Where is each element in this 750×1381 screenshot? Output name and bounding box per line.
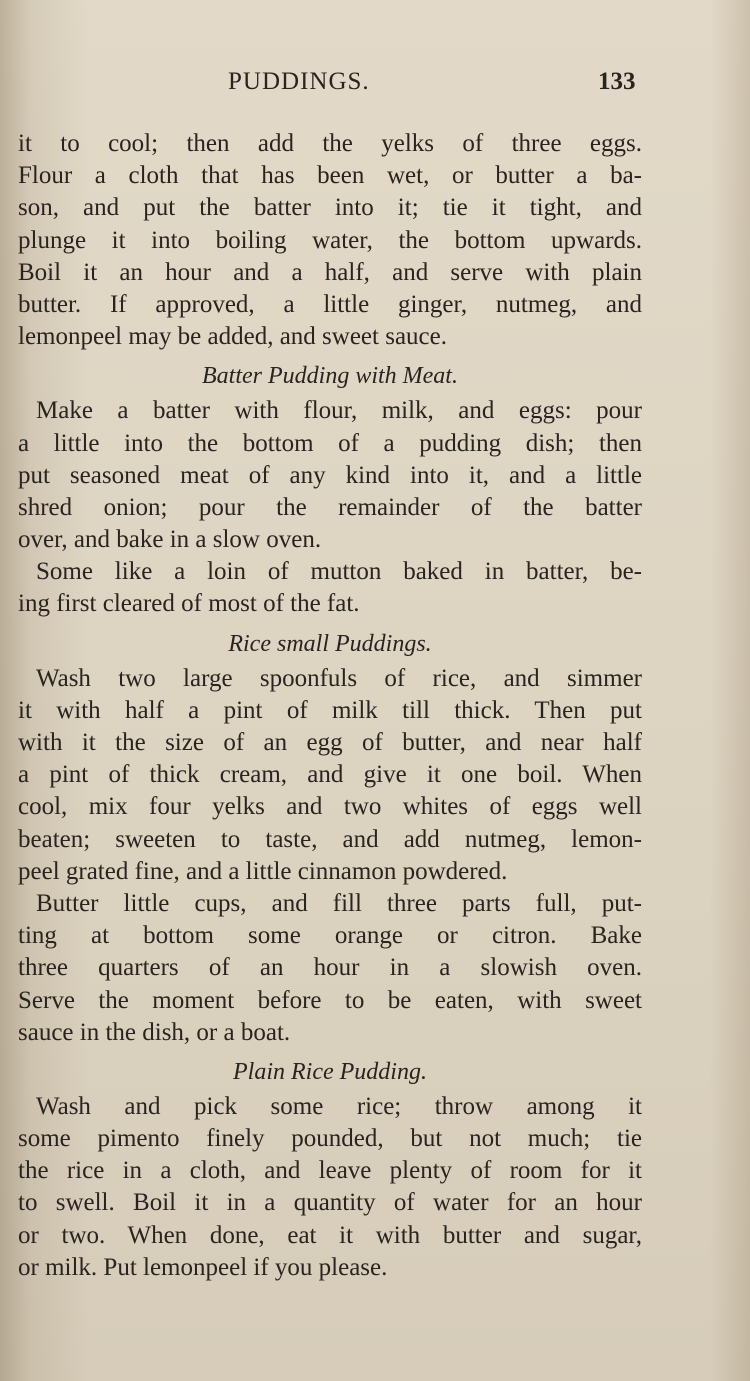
text-line: or milk. Put lemonpeel if you please. — [18, 1253, 388, 1281]
section-continuation — [18, 128, 642, 353]
text-line: ing first cleared of most of the fat. — [18, 590, 360, 618]
text-line: three quarters of an hour in a slowish oven. — [18, 954, 642, 982]
text-line: it with half a pint of milk till thick. Then put — [18, 696, 642, 724]
text-line: a pint of thick cream, and give it one boil. When — [18, 761, 642, 789]
text-line: Flour a cloth that has been wet, or butter a ba- — [18, 162, 642, 190]
section-rice-small-puddings — [18, 625, 642, 1049]
page-header — [0, 68, 750, 108]
text-line: the rice in a cloth, and leave plenty of room for it — [18, 1157, 642, 1185]
page-number: 133 — [598, 68, 636, 95]
text-line: shred onion; pour the remainder of the batter — [18, 493, 642, 521]
section-batter-pudding-with-meat — [18, 357, 642, 620]
page-body — [18, 128, 642, 1284]
text-line: sauce in the dish, or a boat. — [18, 1018, 291, 1046]
section-plain-rice-pudding — [18, 1053, 642, 1284]
text-line: to swell. Boil it in a quantity of water for an hour — [18, 1189, 642, 1217]
text-line: some pimento finely pounded, but not much; tie — [18, 1125, 642, 1153]
text-line: beaten; sweeten to taste, and add nutmeg, lemon- — [18, 825, 642, 853]
text-line: Wash two large spoonfuls of rice, and simmer — [36, 664, 642, 692]
recipe-heading: Plain Rice Pudding. — [233, 1058, 427, 1085]
text-line: put seasoned meat of any kind into it, and a little — [18, 461, 642, 489]
running-head: PUDDINGS. — [228, 68, 370, 95]
text-line: ting at bottom some orange or citron. Bake — [18, 922, 642, 950]
text-line: Serve the moment before to be eaten, with sweet — [18, 986, 642, 1014]
text-line: Some like a loin of mutton baked in batter, be- — [36, 558, 642, 586]
text-line: a little into the bottom of a pudding dish; then — [18, 429, 642, 457]
text-line: cool, mix four yelks and two whites of eggs well — [18, 793, 642, 821]
text-line: Wash and pick some rice; throw among it — [36, 1092, 642, 1120]
text-line: Boil it an hour and a half, and serve with plain — [18, 258, 642, 286]
text-line: son, and put the batter into it; tie it tight, and — [18, 194, 642, 222]
recipe-heading: Batter Pudding with Meat. — [202, 363, 458, 390]
text-line: or two. When done, eat it with butter and sugar, — [18, 1221, 642, 1249]
text-line: butter. If approved, a little ginger, nutmeg, and — [18, 290, 642, 318]
text-line: Butter little cups, and fill three parts full, put- — [36, 889, 642, 917]
text-line: lemonpeel may be added, and sweet sauce. — [18, 323, 447, 351]
text-line: it to cool; then add the yelks of three eggs. — [18, 130, 642, 157]
text-line: with it the size of an egg of butter, and near half — [18, 729, 642, 756]
text-line: Make a batter with flour, milk, and eggs: pour — [36, 397, 642, 425]
text-line: peel grated fine, and a little cinnamon powdered. — [18, 857, 508, 885]
recipe-heading: Rice small Puddings. — [228, 630, 432, 657]
text-line: over, and bake in a slow oven. — [18, 526, 322, 554]
text-line: plunge it into boiling water, the bottom upwards. — [18, 226, 642, 254]
